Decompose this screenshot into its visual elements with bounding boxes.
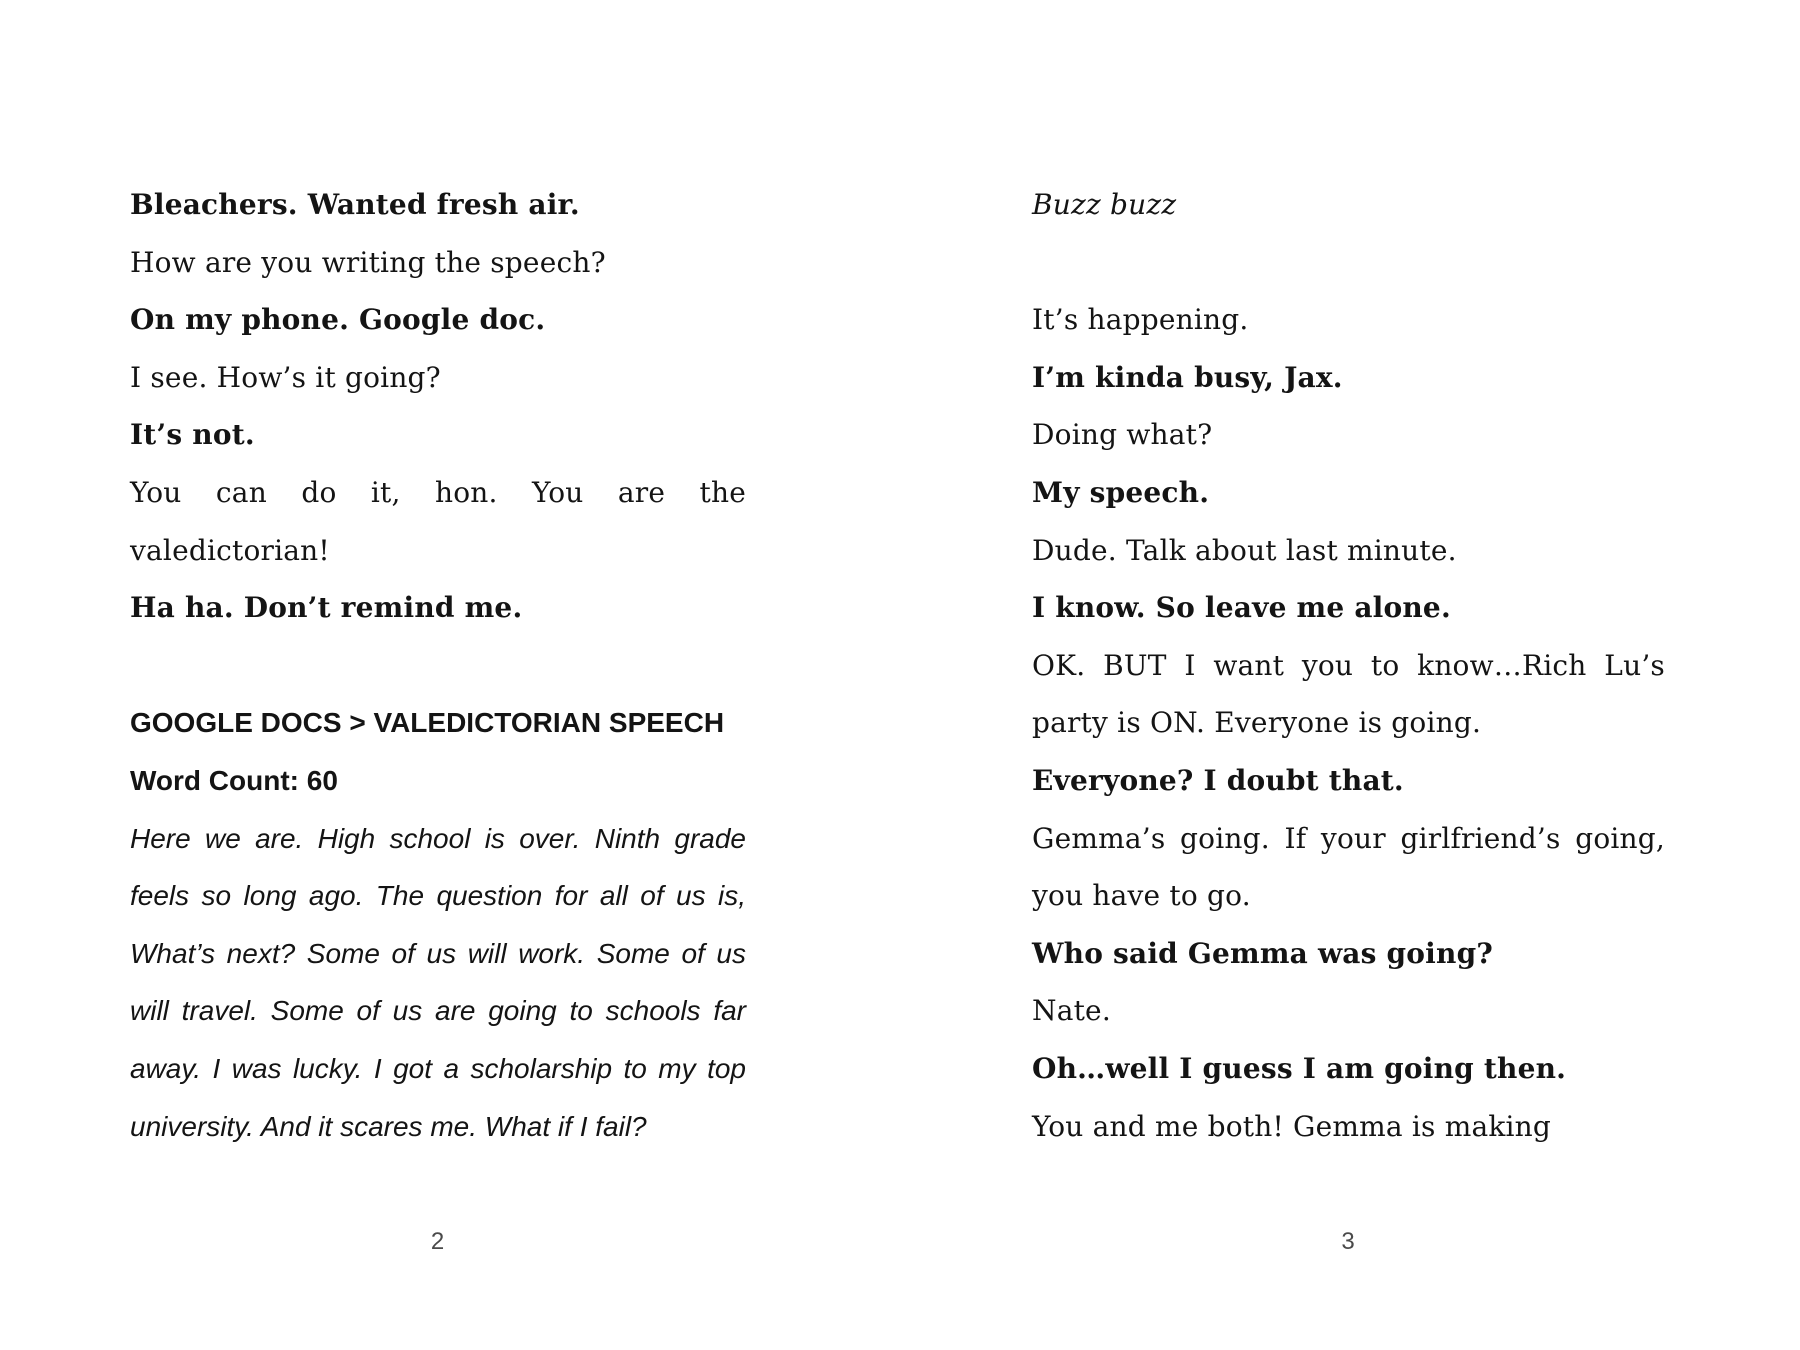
message-sent: I know. So leave me alone. [1032,591,1451,625]
message-sent: Oh…well I guess I am going then. [1032,1051,1567,1085]
message-received: Dude. Talk about last minute. [1032,533,1457,567]
message-sent: Bleachers. Wanted fresh air. [130,188,580,221]
page-number-right: 3 [1341,1228,1356,1255]
word-count: Word Count: 60 [130,764,338,796]
blank-line [130,637,746,695]
page-number-left: 2 [430,1228,446,1255]
speech-draft: Here we are. High school is over. Ninth grade feels so long ago. The question for all of us is, What’s next? Some of us will work. Some of us will travel. Some of us are going to schools far away. I was lucky. I got a scholarship to my top university. And it scares me. What if I fail? [130,822,746,1142]
blank-line [1032,234,1665,292]
message-sent: It’s not. [130,418,255,452]
message-received: You and me both! Gemma is making [1032,1109,1552,1143]
message-received: I see. How’s it going? [130,360,441,394]
message-received: Doing what? [1032,418,1213,452]
page-left-content [130,176,746,1155]
message-sent: Everyone? I doubt that. [1032,763,1404,797]
message-received: It’s happening. [1032,303,1249,337]
message-received: You can do it, hon. You are the valedictorian! [130,475,746,567]
message-sent: My speech. [1032,475,1210,509]
message-sent: I’m kinda busy, Jax. [1032,360,1343,394]
message-received: OK. BUT I want you to know…Rich Lu’s party is ON. Everyone is going. [1032,648,1665,740]
sound-effect: Buzz buzz [1032,188,1177,221]
message-sent: Ha ha. Don’t remind me. [130,591,523,625]
message-received: Nate. [1032,994,1111,1028]
message-sent: Who said Gemma was going? [1032,936,1493,970]
message-sent: On my phone. Google doc. [130,303,546,337]
doc-heading: GOOGLE DOCS > VALEDICTORIAN SPEECH [130,707,725,739]
message-received: Gemma’s going. If your girlfriend’s going, you have to go. [1032,821,1665,913]
message-received: How are you writing the speech? [130,245,606,279]
page-right-content [1032,176,1665,1155]
